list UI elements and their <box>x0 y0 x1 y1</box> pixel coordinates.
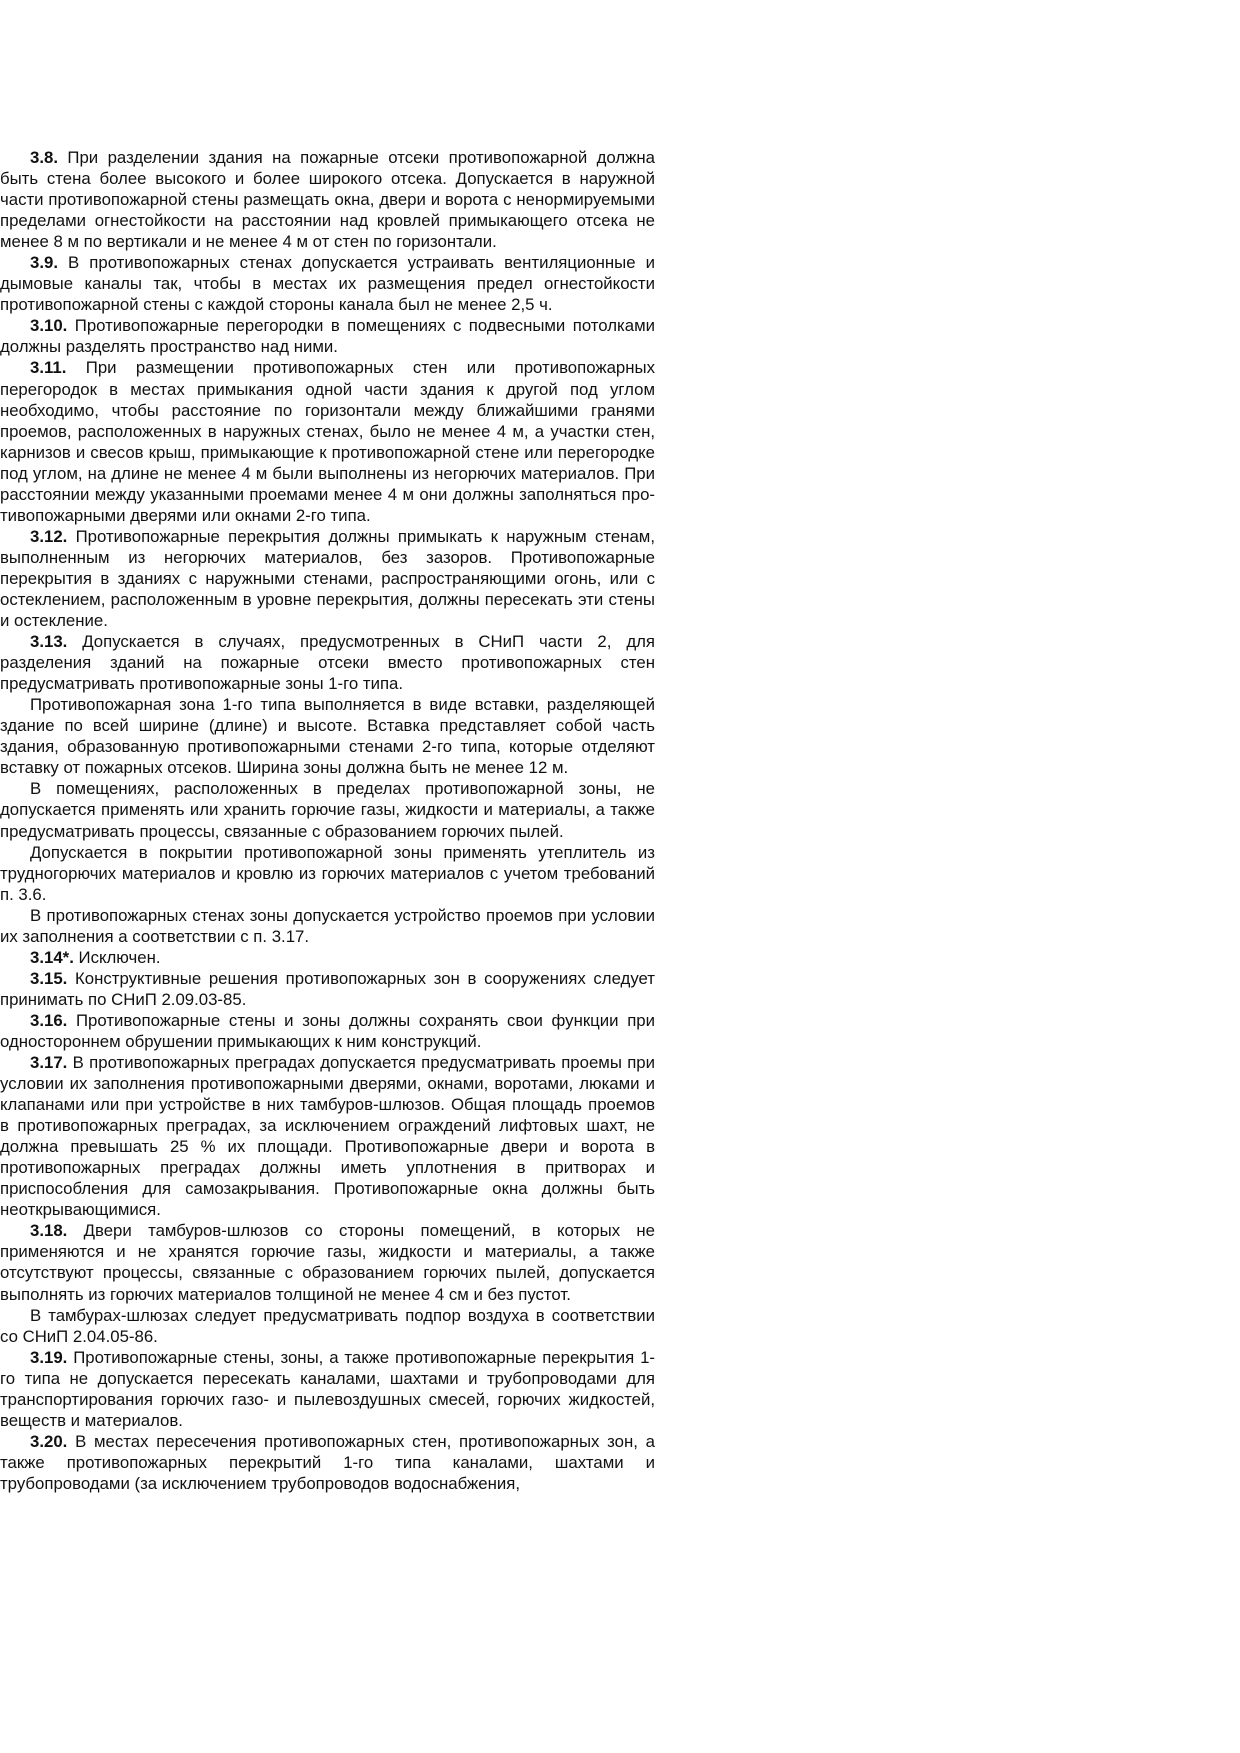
paragraph-airlock-pressure <box>0 1305 655 1347</box>
paragraph-3-14 <box>0 947 655 968</box>
paragraph-text: Исключен. <box>73 947 161 967</box>
clause-number: 3.8. <box>30 148 58 167</box>
paragraph-3-8 <box>0 147 655 252</box>
paragraph-text: Противопожарная зона 1-го типа выполняется в виде вставки, разделяющей здание по всей ширине (длине) и высоте. Вставка представляет собой часть здания, образованную противопожарными стенами 2-го типа, которые отделяют вставку от пожарных отсеков. Ширина зоны должна быть не менее 12 м. <box>0 695 655 778</box>
paragraph-text: Конструктивные решения противопожарных зон в сооружениях следует принимать по СНиП 2.09.03-85. <box>0 968 655 1009</box>
paragraph-3-10 <box>0 315 655 357</box>
clause-number: 3.9. <box>30 253 58 273</box>
paragraph-3-11 <box>0 357 655 525</box>
paragraph-text: При разделении здания на пожарные отсеки противопожарной должна быть стена более высокого и более широкого отсека. Допускается в наружной части противопожарной стены размещать окна, двери и ворота с ненормируемыми пределами огнестойкости на расстоянии над кровлей примыкающего отсека не менее 8 м по вертикали и не менее 4 м от стен по горизонтали. <box>0 148 655 252</box>
paragraph-3-18 <box>0 1220 655 1304</box>
paragraph-text: В местах пересечения противопожарных стен, противопожарных зон, а также противопожарных перекрытий 1-го типа каналами, шахтами и трубопроводами (за исключением трубопроводов водоснабжения, <box>0 1431 655 1493</box>
clause-number: 3.16. <box>30 1010 68 1030</box>
document-body <box>0 147 655 1494</box>
paragraph-3-16 <box>0 1010 655 1052</box>
clause-number: 3.10. <box>30 316 68 336</box>
clause-number: 3.19. <box>30 1347 68 1367</box>
paragraph-3-13 <box>0 631 655 694</box>
paragraph-text: Противопожарные перегородки в помещениях с подвесными потолками должны разделять пространство над ними. <box>0 316 655 357</box>
paragraph-3-9 <box>0 252 655 315</box>
paragraph-3-12 <box>0 526 655 631</box>
clause-number: 3.18. <box>30 1221 68 1241</box>
paragraph-3-20 <box>0 1431 655 1494</box>
paragraph-3-17 <box>0 1052 655 1220</box>
paragraph-fire-zone-definition <box>0 694 655 778</box>
paragraph-text: Противопожарные стены, зоны, а также противопожарные перекрытия 1-го типа не допускается пересекать каналами, шахтами и трубопроводами для транспортирования горючих газо- и пылевоздушных смесей, горючих жидкостей, веществ и материалов. <box>0 1347 655 1430</box>
paragraph-text: Противопожарные стены и зоны должны сохранять свои функции при одностороннем обрушении примыкающих к ним конструкций. <box>0 1010 655 1051</box>
paragraph-text: В противопожарных стенах зоны допускается устройство проемов при условии их заполнения а соответствии с п. 3.17. <box>0 905 655 946</box>
paragraph-fire-zone-rooms <box>0 778 655 841</box>
paragraph-text: Двери тамбуров-шлюзов со стороны помещений, в которых не применяются и не хранятся горючие газы, жидкости и материалы, а также отсутствуют процессы, связанные с образованием горючих пылей, допускается выполнять из горючих материалов толщиной не менее 4 см и без пустот. <box>0 1221 655 1304</box>
paragraph-text: Допускается в случаях, предусмотренных в СНиП части 2, для разделения зданий на пожарные отсеки вместо противопожарных стен предусматривать противопожарные зоны 1-го типа. <box>0 632 655 694</box>
clause-number: 3.17. <box>30 1053 68 1073</box>
paragraph-text: В противопожарных преградах допускается предусматривать проемы при условии их заполнения противопожарными дверями, окнами, воротами, люками и клапанами или при устройстве в них тамбуров-шлюзов. Общая площадь проемов в противопожарных преградах, за исключением ограждений лифтовых шахт, не должна превышать 25 % их площади. Противопожарные двери и ворота в противопожарных преградах должны иметь уплотнения в притворах и приспособления для самозакрывания. Противопожарные окна должны быть неоткрывающимися. <box>0 1053 655 1220</box>
paragraph-text: Противопожарные перекрытия должны примыкать к наружным стенам, выполненным из негорючих материалов, без зазоров. Противопожарные перекрытия в зданиях с наружными стенами, распространяющими огонь, или с остеклением, расположенным в уровне перекрытия, должны пересекать эти стены и остекление. <box>0 526 655 631</box>
paragraph-text: В тамбурах-шлюзах следует предусматривать подпор воздуха в соответствии со СНиП 2.04.05-86. <box>0 1305 655 1346</box>
clause-number: 3.15. <box>30 968 68 988</box>
paragraph-text: В противопожарных стенах допускается устраивать вентиляционные и дымовые каналы так, чтобы в местах их размещения предел огнестойкости противопожарной стены с каждой стороны канала был не менее 2,5 ч. <box>0 253 655 315</box>
clause-number: 3.12. <box>30 526 68 546</box>
paragraph-text: Допускается в покрытии противопожарной зоны применять утеплитель из трудногорючих материалов и кровлю из горючих материалов с учетом требований п. 3.6. <box>0 842 655 904</box>
clause-number: 3.14*. <box>30 947 74 967</box>
paragraph-text: При размещении противопожарных стен или противопожарных перегородок в местах примыкания одной части здания к другой под углом необходимо, чтобы расстояние по горизонтали между ближайшими гранями проемов, расположенных в наружных стенах, было не менее 4 м, а участки стен, карнизов и свесов крыш, примыкающие к противопожарной стене или перегородке под углом, на длине не менее 4 м были выполнены из негорючих материалов. При расстоянии между указанными проемами менее 4 м они должны заполняться про-тивопожарными дверями или окнами 2-го типа. <box>0 358 655 525</box>
paragraph-fire-zone-openings <box>0 905 655 947</box>
paragraph-3-19 <box>0 1347 655 1431</box>
clause-number: 3.11. <box>30 358 67 378</box>
paragraph-fire-zone-roof <box>0 842 655 905</box>
clause-number: 3.13. <box>30 632 68 652</box>
paragraph-text: В помещениях, расположенных в пределах противопожарной зоны, не допускается применять или хранить горючие газы, жидкости и материалы, а также предусматривать процессы, связанные с образованием горючих пылей. <box>0 779 655 841</box>
paragraph-3-15 <box>0 968 655 1010</box>
clause-number: 3.20. <box>30 1431 68 1451</box>
